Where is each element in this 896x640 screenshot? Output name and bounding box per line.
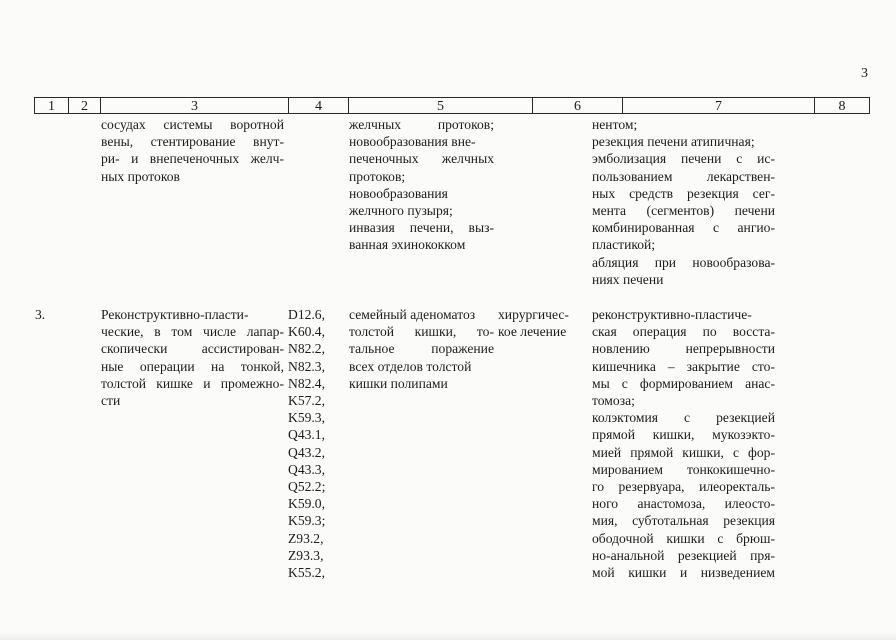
diagnosis-code: Q43.2, — [288, 444, 326, 460]
diagnosis-code: N82.2, — [288, 341, 326, 357]
header-col-5: 5 — [348, 97, 532, 114]
text-line: ободочной кишки с брюш- — [592, 530, 775, 546]
header-col-7: 7 — [622, 97, 814, 114]
text-line: мента (сегментов) печени — [592, 203, 775, 219]
header-col-3: 3 — [100, 97, 288, 114]
page-number: 3 — [861, 66, 868, 81]
text-line: но-анальной резекцией пря- — [592, 547, 775, 563]
text-line: сосудах системы воротной — [101, 117, 284, 132]
diagnosis-codes — [288, 306, 325, 581]
text-line: комбинированная с ангио- — [592, 220, 775, 236]
text-line: ных средств резекция сег- — [592, 185, 775, 201]
text-line: новообразования — [349, 185, 448, 201]
text-line: толстой кишки, то- — [349, 324, 494, 340]
row3-col5-text — [349, 306, 494, 392]
text-line: мированием тонкокишечно- — [592, 461, 775, 477]
text-line: новлению непрерывности — [592, 341, 775, 357]
diagnosis-code: K57.2, — [288, 393, 326, 409]
diagnosis-code: Q43.3, — [288, 461, 326, 477]
header-col-6: 6 — [532, 97, 622, 114]
text-line: мы с формированием анас- — [592, 375, 775, 391]
text-line: ская операция по восста- — [592, 324, 775, 340]
text-line: резекция печени атипичная; — [592, 134, 755, 150]
diagnosis-code: Q43.1, — [288, 427, 326, 443]
text-line: мия, субтотальная резекция — [592, 513, 775, 529]
continuation-col7-text — [592, 116, 775, 288]
diagnosis-code: Q52.2; — [288, 479, 326, 495]
text-line: семейный аденоматоз — [349, 307, 476, 322]
text-line: кишечника – закрытие сто- — [592, 358, 775, 374]
table-header-row — [34, 97, 870, 115]
text-line: инвазия печени, выз- — [349, 220, 494, 236]
diagnosis-code: Z93.2, — [288, 530, 324, 546]
text-line: тальное поражение — [349, 341, 494, 357]
diagnosis-code: Z93.3, — [288, 547, 324, 563]
text-line: протоков; — [349, 168, 406, 184]
text-line: ри- и внепеченочных желч- — [101, 151, 284, 167]
row-number: 3. — [35, 307, 46, 322]
scan-edge-shadow — [0, 632, 896, 640]
header-col-4: 4 — [288, 97, 348, 114]
text-line: всех отделов толстой — [349, 358, 472, 374]
text-line: эмболизация печени с ис- — [592, 151, 775, 167]
text-line: прямой кишки, мукозэкто- — [592, 427, 775, 443]
text-line: колэктомия с резекцией — [592, 410, 775, 426]
text-line: ческие, в том числе лапар- — [101, 324, 284, 340]
diagnosis-code: K60.4, — [288, 324, 326, 340]
text-line: пользованием лекарствен- — [592, 168, 775, 184]
text-line: ных протоков — [101, 168, 180, 184]
row3-col6-text — [498, 306, 586, 340]
header-col-1: 1 — [34, 97, 68, 114]
text-line: желчного пузыря; — [349, 203, 453, 219]
text-line: ные операции на тонкой, — [101, 358, 284, 374]
text-line: хирургичес- — [498, 307, 569, 322]
diagnosis-code: N82.4, — [288, 375, 326, 391]
diagnosis-code: K55.2, — [288, 565, 326, 581]
header-col-8: 8 — [814, 97, 870, 114]
text-line: абляция при новообразова- — [592, 254, 775, 270]
continuation-col3-text — [101, 116, 284, 185]
continuation-col5-text — [349, 116, 494, 254]
row3-col7-text — [592, 306, 775, 581]
text-line: скопически ассистирован- — [101, 341, 284, 357]
row3-col3-text — [101, 306, 284, 409]
diagnosis-code: N82.3, — [288, 358, 326, 374]
text-line: вены, стентирование внут- — [101, 134, 284, 150]
text-line: желчных протоков; — [349, 117, 494, 132]
text-line: реконструктивно-пластиче- — [592, 307, 752, 322]
text-line: мией прямой кишки, с фор- — [592, 444, 775, 460]
text-line: толстой кишке и промежно- — [101, 375, 284, 391]
text-line: Реконструктивно-пласти- — [101, 307, 249, 322]
text-line: новообразования вне- — [349, 134, 476, 150]
text-line: нентом; — [592, 117, 638, 132]
text-line: ного анастомоза, илеосто- — [592, 496, 775, 512]
diagnosis-code: K59.3, — [288, 410, 326, 426]
text-line: томоза; — [592, 393, 635, 409]
text-line: кишки полипами — [349, 375, 448, 391]
text-line: ванная эхинококком — [349, 237, 466, 253]
diagnosis-code: K59.0, — [288, 496, 326, 512]
diagnosis-code: K59.3; — [288, 513, 326, 529]
text-line: го резервуара, илеоректаль- — [592, 479, 775, 495]
text-line: сти — [101, 393, 121, 409]
diagnosis-code: D12.6, — [288, 307, 326, 322]
text-line: пластикой; — [592, 237, 656, 253]
text-line: мой кишки и низведением — [592, 565, 775, 581]
text-line: ниях печени — [592, 271, 664, 287]
header-col-2: 2 — [68, 97, 100, 114]
text-line: печеночных желчных — [349, 151, 494, 167]
text-line: кое лечение — [498, 324, 567, 340]
